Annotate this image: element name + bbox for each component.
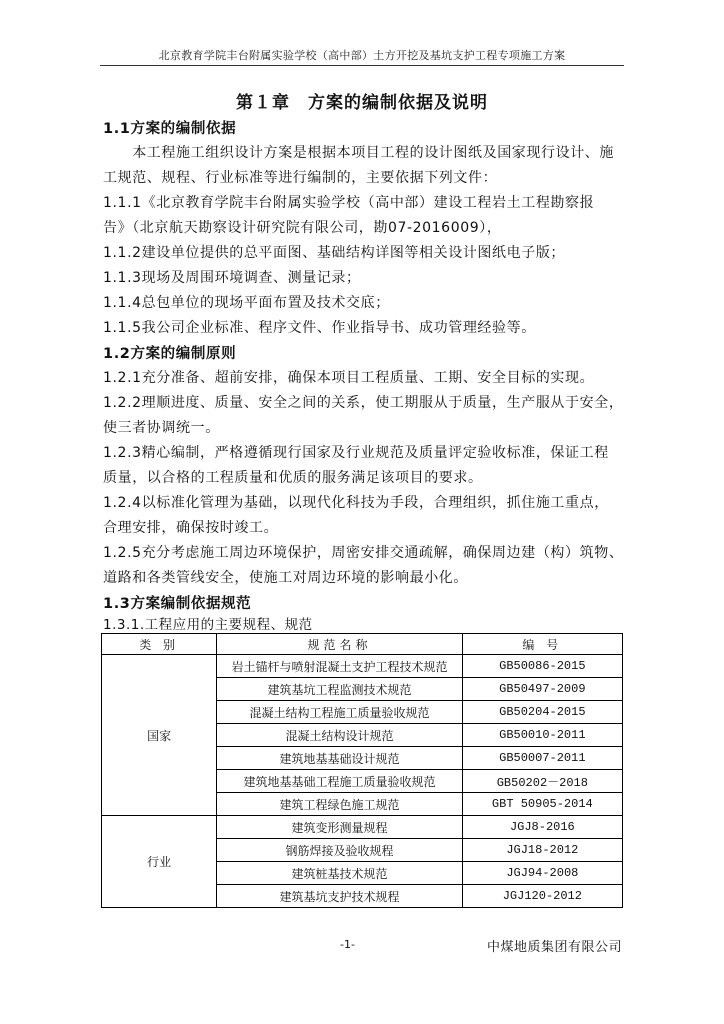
paragraph-line: 1.2.2理顺进度、质量、安全之间的关系，使工期服从于质量，生产服从于安全， (103, 395, 624, 411)
standard-code: JGJ120-2012 (462, 885, 622, 908)
standard-name: 混凝土结构设计规范 (217, 724, 462, 747)
chapter-title: 第１章 方案的编制依据及说明 (236, 93, 488, 113)
section-heading-1-1: 1.1方案的编制依据 (103, 121, 237, 137)
standard-name: 建筑地基基础设计规范 (217, 747, 462, 770)
paragraph-line: 道路和各类管线安全，使施工对周边环境的影响最小化。 (103, 570, 468, 586)
paragraph-line: 1.2.5充分考虑施工周边环境保护，周密安排交通疏解，确保周边建（构）筑物、 (103, 545, 624, 561)
paragraph-line: 1.2.3精心编制，严格遵循现行国家及行业规范及质量评定验收标准，保证工程 (103, 445, 609, 461)
standard-code: JGJ18-2012 (462, 839, 622, 862)
standard-code: GB50202－2018 (462, 770, 622, 793)
paragraph-line: 合理安排，确保按时竣工。 (103, 520, 279, 536)
section-heading-1-3: 1.3方案编制依据规范 (103, 596, 252, 612)
category-cell-industry: 行业 (102, 816, 217, 908)
paragraph-line: 1.2.1充分准备、超前安排，确保本项目工程质量、工期、安全目标的实现。 (103, 370, 595, 386)
paragraph-line: 1.1.1《北京教育学院丰台附属实验学校（高中部）建设工程岩土工程勘察报 (103, 195, 595, 211)
paragraph-line: 1.1.4总包单位的现场平面布置及技术交底； (103, 295, 390, 311)
table-caption: 1.3.1.工程应用的主要规程、规范 (103, 617, 313, 633)
standard-name: 岩土锚杆与喷射混凝土支护工程技术规范 (217, 655, 462, 678)
paragraph-line: 工规范、规程、行业标准等进行编制的，主要依据下列文件： (103, 170, 498, 186)
standards-table (101, 633, 623, 908)
standard-name: 建筑基坑工程监测技术规范 (217, 678, 462, 701)
header-code: 编 号 (462, 634, 622, 655)
standard-name: 建筑基坑支护技术规程 (217, 885, 462, 908)
paragraph-line: 使三者协调统一。 (103, 420, 220, 436)
page-number: -1- (340, 938, 355, 951)
paragraph-line: 1.1.3现场及周围环境调查、测量记录； (103, 270, 361, 286)
standard-code: GB50010-2011 (462, 724, 622, 747)
standard-code: JGJ94-2008 (462, 862, 622, 885)
header-rule (100, 65, 624, 66)
header-name: 规范名称 (217, 634, 462, 655)
standard-code: GBT 50905-2014 (462, 793, 622, 816)
standard-code: GB50204-2015 (462, 701, 622, 724)
standard-code: JGJ8-2016 (462, 816, 622, 839)
paragraph-line: 质量，以合格的工程质量和优质的服务满足该项目的要求。 (103, 470, 483, 486)
table-row (102, 655, 623, 678)
paragraph-line: 告》（北京航天勘察设计研究院有限公司，勘07-2016009）， (103, 220, 502, 236)
paragraph-line: 本工程施工组织设计方案是根据本项目工程的设计图纸及国家现行设计、施 (103, 145, 614, 161)
standard-code: GB50086-2015 (462, 655, 622, 678)
table-row (102, 816, 623, 839)
paragraph-line: 1.1.2建设单位提供的总平面图、基础结构详图等相关设计图纸电子版； (103, 245, 566, 261)
standard-name: 建筑工程绿色施工规范 (217, 793, 462, 816)
standard-code: GB50007-2011 (462, 747, 622, 770)
running-header: 北京教育学院丰台附属实验学校（高中部）土方开挖及基坑支护工程专项施工方案 (158, 49, 566, 62)
paragraph-line: 1.2.4以标准化管理为基础，以现代化科技为手段，合理组织，抓住施工重点， (103, 495, 609, 511)
standard-name: 建筑桩基技术规范 (217, 862, 462, 885)
category-cell-national: 国家 (102, 655, 217, 816)
table-header-row (102, 634, 623, 655)
paragraph-line: 1.1.5我公司企业标准、程序文件、作业指导书、成功管理经验等。 (103, 320, 536, 336)
standard-name: 钢筋焊接及验收规程 (217, 839, 462, 862)
standard-name: 混凝土结构工程施工质量验收规范 (217, 701, 462, 724)
standard-code: GB50497-2009 (462, 678, 622, 701)
standard-name: 建筑地基基础工程施工质量验收规范 (217, 770, 462, 793)
section-heading-1-2: 1.2方案的编制原则 (103, 346, 237, 362)
header-category: 类 别 (102, 634, 217, 655)
standard-name: 建筑变形测量规程 (217, 816, 462, 839)
footer-company: 中煤地质集团有限公司 (486, 940, 622, 955)
